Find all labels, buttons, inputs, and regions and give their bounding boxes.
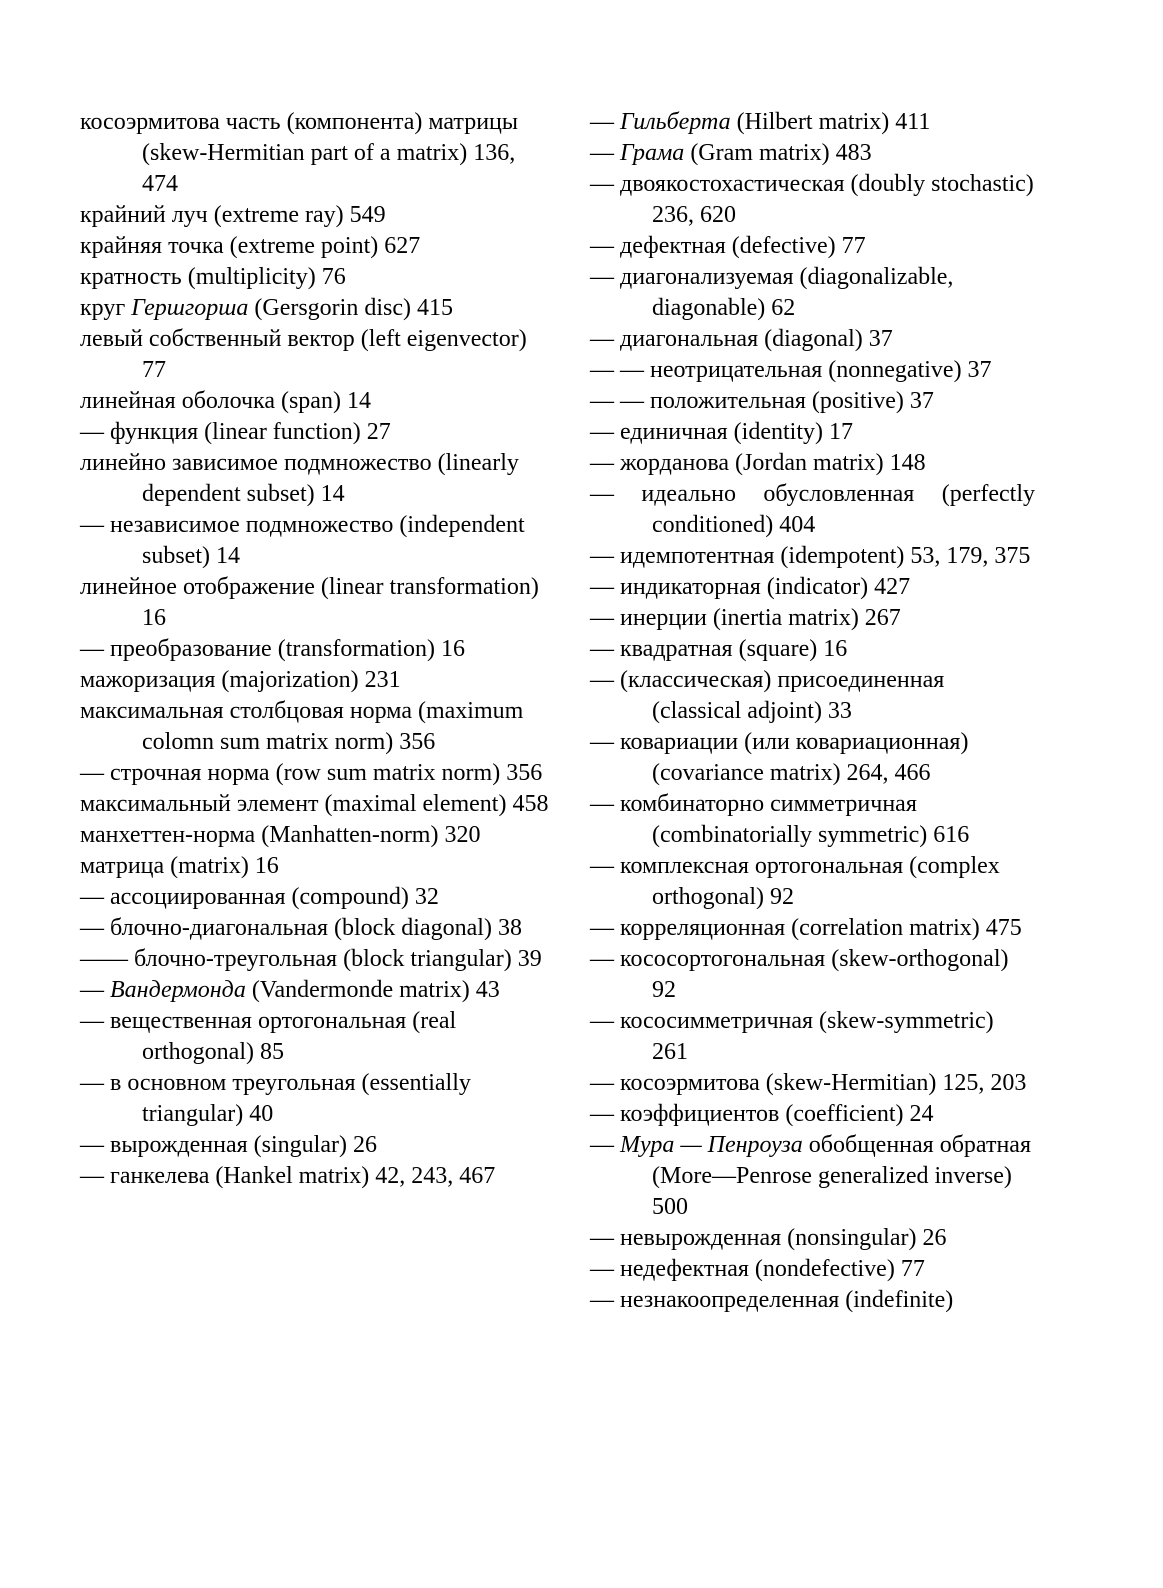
index-entry-name-italic: Гильберта xyxy=(620,109,731,135)
index-entry xyxy=(80,386,550,417)
index-entry xyxy=(80,448,550,510)
index-entry-text: — диагональная (diagonal) 37 xyxy=(590,326,893,352)
index-entry xyxy=(590,1285,1035,1316)
index-entry-text: — единичная (identity) 17 xyxy=(590,419,853,445)
index-entry xyxy=(590,231,1035,262)
index-entry-name-italic: Грама xyxy=(620,140,685,166)
index-entry-text: — комбинаторно симметричная (combinatorially symmetric) 616 xyxy=(590,791,970,848)
index-entry-text: — квадратная (square) 16 xyxy=(590,636,848,662)
index-entry xyxy=(80,1130,550,1161)
index-entry-text: — вещественная ортогональная (real orthogonal) 85 xyxy=(80,1008,457,1065)
index-entry-text: —— блочно-треугольная (block triangular) 39 xyxy=(80,946,542,972)
index-entry-text: — независимое подмножество (independent subset) 14 xyxy=(80,512,525,569)
index-entry-text: круг xyxy=(80,295,132,321)
index-entry-text: манхеттен-норма (Manhatten-norm) 320 xyxy=(80,822,481,848)
index-entry-text: — xyxy=(80,977,110,1003)
index-entry-text: — коэффициентов (coefficient) 24 xyxy=(590,1101,934,1127)
index-entry xyxy=(590,572,1035,603)
index-entry xyxy=(80,1161,550,1192)
index-entry-text: крайний луч (extreme ray) 549 xyxy=(80,202,386,228)
index-entry-text: — xyxy=(590,1132,620,1158)
index-entry-text: — xyxy=(590,109,620,135)
index-entry xyxy=(590,665,1035,727)
index-entry-text: — вырожденная (singular) 26 xyxy=(80,1132,377,1158)
index-entry xyxy=(590,1068,1035,1099)
index-entry xyxy=(80,696,550,758)
index-entry-text: — инерции (inertia matrix) 267 xyxy=(590,605,901,631)
index-entry-text: — в основном треугольная (essentially triangular) 40 xyxy=(80,1070,471,1127)
index-entry xyxy=(80,789,550,820)
index-entry-text: — ассоциированная (compound) 32 xyxy=(80,884,439,910)
index-entry-text: — косоэрмитова (skew-Hermitian) 125, 203 xyxy=(590,1070,1027,1096)
index-entry xyxy=(80,758,550,789)
index-entry xyxy=(590,1099,1035,1130)
index-entry-text: — блочно-диагональная (block diagonal) 38 xyxy=(80,915,522,941)
index-entry-text: — корреляционная (correlation matrix) 475 xyxy=(590,915,1022,941)
index-entry xyxy=(590,789,1035,851)
index-entry-text: крайняя точка (extreme point) 627 xyxy=(80,233,421,259)
index-entry xyxy=(590,851,1035,913)
index-entry xyxy=(590,1254,1035,1285)
index-entry xyxy=(80,1068,550,1130)
index-entry-text: — кососортогональная (skew-orthogonal) 92 xyxy=(590,946,1009,1003)
index-entry xyxy=(80,572,550,634)
index-entry xyxy=(80,665,550,696)
index-entry xyxy=(80,417,550,448)
index-entry-text: косоэрмитова часть (компонента) матрицы (skew-Hermitian part of a matrix) 136, 474 xyxy=(80,109,519,197)
index-entry xyxy=(80,820,550,851)
index-entry xyxy=(80,882,550,913)
index-entry-text: — строчная норма (row sum matrix norm) 356 xyxy=(80,760,543,786)
index-entry-text: — ганкелева (Hankel matrix) 42, 243, 467 xyxy=(80,1163,496,1189)
index-entry-text: — xyxy=(590,140,620,166)
index-entry xyxy=(80,231,550,262)
index-entry xyxy=(590,634,1035,665)
index-entry-text: (Vandermonde matrix) 43 xyxy=(245,977,500,1003)
index-entry-text: — ковариации (или ковариационная) (covariance matrix) 264, 466 xyxy=(590,729,969,786)
index-entry-text: (Hilbert matrix) 411 xyxy=(730,109,931,135)
index-entry-text: кратность (multiplicity) 76 xyxy=(80,264,346,290)
index-entry-text: обобщенная обратная (More—Penrose generalized inverse) 500 xyxy=(652,1132,1031,1220)
index-entry xyxy=(590,1130,1035,1223)
index-entry-text: — индикаторная (indicator) 427 xyxy=(590,574,911,600)
index-entry xyxy=(590,324,1035,355)
index-entry xyxy=(80,293,550,324)
index-entry-text: линейно зависимое подмножество (linearly dependent subset) 14 xyxy=(80,450,519,507)
index-entry xyxy=(590,386,1035,417)
index-entry-text: — — неотрицательная (nonnegative) 37 xyxy=(590,357,992,383)
index-entry-text: — недефектная (nondefective) 77 xyxy=(590,1256,925,1282)
index-entry-text: (Gersgorin disc) 415 xyxy=(248,295,453,321)
index-entry-text: максимальная столбцовая норма (maximum colomn sum matrix norm) 356 xyxy=(80,698,524,755)
index-entry xyxy=(590,913,1035,944)
index-entry xyxy=(590,448,1035,479)
index-entry-text: — дефектная (defective) 77 xyxy=(590,233,866,259)
index-entry-name-italic: Гершгорша xyxy=(131,295,249,321)
index-entry xyxy=(590,541,1035,572)
index-entry-text: линейная оболочка (span) 14 xyxy=(80,388,371,414)
index-entry xyxy=(80,851,550,882)
index-entry-name-italic: Мура — Пенроуза xyxy=(620,1132,803,1158)
index-column-right xyxy=(590,107,1035,1316)
index-entry xyxy=(590,479,1035,541)
index-entry xyxy=(80,1006,550,1068)
index-entry-text: — — положительная (positive) 37 xyxy=(590,388,934,414)
index-entry xyxy=(80,324,550,386)
index-entry-text: мажоризация (majorization) 231 xyxy=(80,667,401,693)
index-entry xyxy=(80,634,550,665)
index-entry-text: — идемпотентная (idempotent) 53, 179, 375 xyxy=(590,543,1031,569)
index-entry-text: (Gram matrix) 483 xyxy=(684,140,872,166)
index-entry xyxy=(80,107,550,200)
index-entry-text: — кососимметричная (skew-symmetric) 261 xyxy=(590,1008,994,1065)
index-entry xyxy=(590,944,1035,1006)
index-entry-text: левый собственный вектор (left eigenvector) 77 xyxy=(80,326,527,383)
index-entry xyxy=(590,603,1035,634)
index-entry xyxy=(590,417,1035,448)
index-entry xyxy=(590,169,1035,231)
index-entry-text: — (классическая) присоединенная (classical adjoint) 33 xyxy=(590,667,945,724)
index-entry xyxy=(590,262,1035,324)
index-entry xyxy=(590,727,1035,789)
index-entry xyxy=(590,107,1035,138)
index-entry xyxy=(80,913,550,944)
index-entry xyxy=(590,138,1035,169)
index-entry-text: — жорданова (Jordan matrix) 148 xyxy=(590,450,926,476)
index-entry-text: — преобразование (transformation) 16 xyxy=(80,636,465,662)
index-column-left xyxy=(80,107,550,1192)
index-entry-text: максимальный элемент (maximal element) 458 xyxy=(80,791,549,817)
index-entry-text: матрица (matrix) 16 xyxy=(80,853,279,879)
index-entry xyxy=(80,944,550,975)
index-entry xyxy=(590,355,1035,386)
index-entry-name-italic: Вандермонда xyxy=(110,977,246,1003)
index-entry-text: — диагонализуемая (diagonalizable, diagonable) 62 xyxy=(590,264,954,321)
index-entry-text: — идеально обусловленная (perfectly conditioned) 404 xyxy=(590,481,1035,538)
index-entry-text: — двоякостохастическая (doubly stochastic) 236, 620 xyxy=(590,171,1034,228)
index-entry-text: — комплексная ортогональная (complex orthogonal) 92 xyxy=(590,853,1000,910)
index-entry xyxy=(590,1006,1035,1068)
index-entry xyxy=(80,510,550,572)
index-entry-text: — невырожденная (nonsingular) 26 xyxy=(590,1225,947,1251)
index-entry xyxy=(80,200,550,231)
index-entry-text: — функция (linear function) 27 xyxy=(80,419,391,445)
index-entry-text: линейное отображение (linear transformation) 16 xyxy=(80,574,539,631)
index-entry-text: — незнакоопределенная (indefinite) xyxy=(590,1287,954,1313)
index-entry xyxy=(80,975,550,1006)
index-entry xyxy=(80,262,550,293)
index-entry xyxy=(590,1223,1035,1254)
